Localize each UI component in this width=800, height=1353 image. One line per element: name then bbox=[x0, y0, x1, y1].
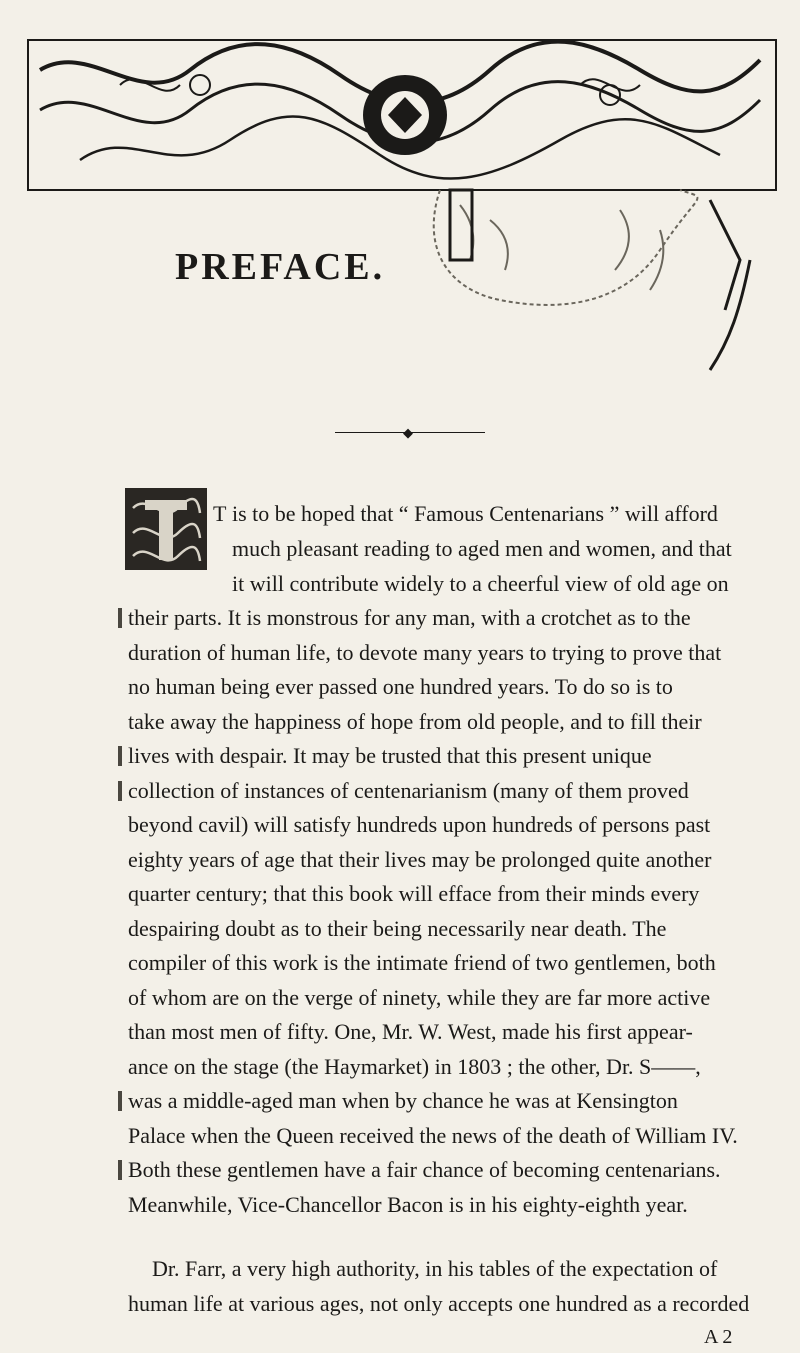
text-line: take away the happiness of hope from old people, and to fill their bbox=[128, 709, 702, 734]
text-line: than most men of fifty. One, Mr. W. West, made his first appear- bbox=[128, 1019, 693, 1044]
margin-mark bbox=[118, 1160, 122, 1180]
decorated-initial-icon bbox=[125, 488, 207, 570]
text-line: despairing doubt as to their being necessarily near death. The bbox=[128, 916, 667, 941]
margin-mark bbox=[118, 781, 122, 801]
text-line: compiler of this work is the intimate friend of two gentlemen, both bbox=[128, 950, 716, 975]
text-line: was a middle-aged man when by chance he was at Kensington bbox=[128, 1088, 678, 1113]
text-line: human life at various ages, not only accepts one hundred as a recorded bbox=[128, 1291, 750, 1316]
signature-mark: A 2 bbox=[704, 1326, 733, 1348]
text-line: Dr. Farr, a very high authority, in his tables of the expectation of bbox=[152, 1256, 718, 1281]
text-line: collection of instances of centenarianism (many of them proved bbox=[128, 778, 689, 803]
text-line: beyond cavil) will satisfy hundreds upon hundreds of persons past bbox=[128, 812, 711, 837]
margin-mark bbox=[118, 1091, 122, 1111]
text-line: it will contribute widely to a cheerful view of old age on bbox=[232, 571, 729, 596]
text-line: Palace when the Queen received the news of the death of William IV. bbox=[128, 1123, 738, 1148]
text-line: Meanwhile, Vice-Chancellor Bacon is in his eighty-eighth year. bbox=[128, 1192, 688, 1217]
text-line: lives with despair. It may be trusted that this present unique bbox=[128, 743, 652, 768]
text-line: much pleasant reading to aged men and women, and that bbox=[232, 536, 732, 561]
text-line: ance on the stage (the Haymarket) in 1803 ; the other, Dr. S——, bbox=[128, 1054, 701, 1079]
text-line: their parts. It is monstrous for any man, with a crotchet as to the bbox=[128, 605, 691, 630]
text-line: Both these gentlemen have a fair chance of becoming centenarians. bbox=[128, 1157, 721, 1182]
diamond-ornament-icon: ◆ bbox=[403, 425, 413, 440]
text-line: is to be hoped that “ Famous Centenarians ” will afford bbox=[232, 501, 718, 526]
text-line: duration of human life, to devote many years to trying to prove that bbox=[128, 640, 722, 665]
text-line: no human being ever passed one hundred years. To do so is to bbox=[128, 674, 673, 699]
page-title: PREFACE. bbox=[175, 246, 386, 288]
initial-ornament-icon bbox=[125, 488, 207, 570]
text-line: eighty years of age that their lives may be prolonged quite another bbox=[128, 847, 712, 872]
ornamental-headpiece bbox=[20, 30, 780, 430]
margin-mark bbox=[118, 746, 122, 766]
margin-mark bbox=[118, 608, 122, 628]
drop-cap-letter: T bbox=[213, 501, 227, 526]
text-line: quarter century; that this book will efface from their minds every bbox=[128, 881, 700, 906]
text-line: of whom are on the verge of ninety, while they are far more active bbox=[128, 985, 711, 1010]
